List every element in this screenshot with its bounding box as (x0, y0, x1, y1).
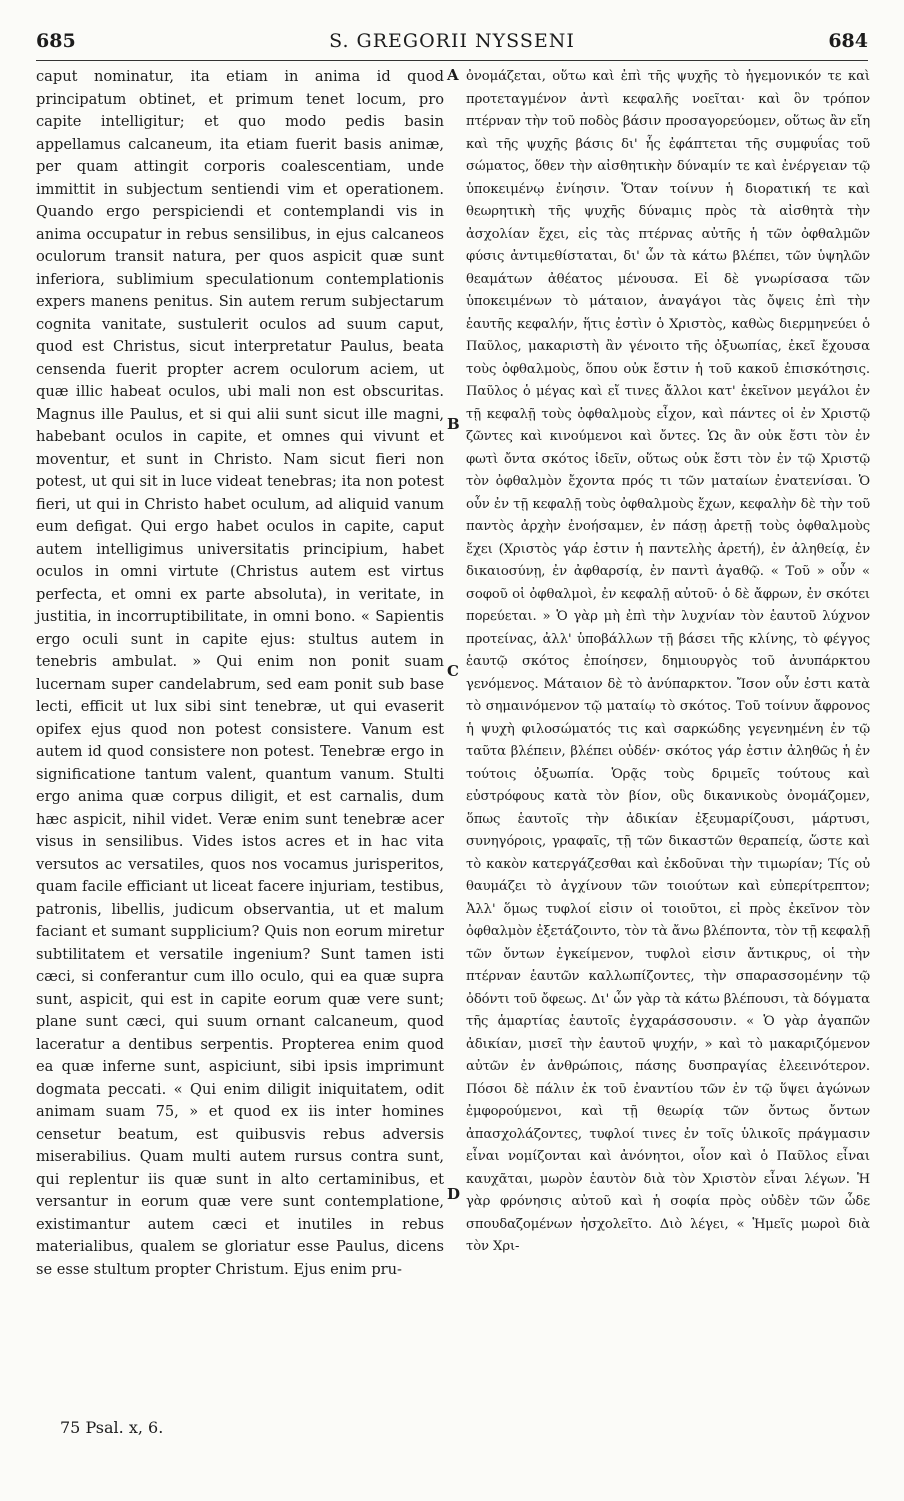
margin-letter-a: A (447, 66, 459, 84)
header-rule (36, 60, 868, 61)
margin-letter-d: D (447, 1185, 461, 1203)
margin-letter-c: C (447, 662, 459, 680)
page-number-left: 685 (36, 30, 76, 52)
running-title: S. GREGORII NYSSENI (329, 30, 575, 52)
margin-letter-b: B (447, 415, 460, 433)
greek-column: ὀνομάζεται, οὕτω καὶ ἐπὶ τῆς ψυχῆς τὸ ἡγεμονικόν τε καὶ προτεταγμένον ἀντὶ κεφαλῆς νοεῖται· καὶ ὃν τρόπον πτέρναν τὴν τοῦ ποδὸς βάσιν προσαγορεύομεν, οὕτως ἂν εἴη καὶ τῆς ψυχῆς βάσις δι' ἧς ἐφάπτεται τῆς συμφυΐας τοῦ σώματος, ὅθεν τὴν αἰσθητικὴν δύναμίν τε καὶ ἐνέργειαν τῷ ὑποκειμένῳ ἐνίησιν. Ὅταν τοίνυν ἡ διορατική τε καὶ θεωρητικὴ τῆς ψυχῆς δύναμις πρὸς τὰ αἰσθητὰ τὴν ἀσχολίαν ἔχει, εἰς τὰς πτέρνας αὐτῆς ἡ τῶν ὀφθαλμῶν φύσις ἀντιμεθίσταται, δι' ὧν τὰ κάτω βλέπει, τῶν ὑψηλῶν θεαμάτων ἀθέατος μένουσα. Εἰ δὲ γνωρίσασα τῶν ὑποκειμένων τὸ μάταιον, ἀναγάγοι τὰς ὄψεις ἐπὶ τὴν ἑαυτῆς κεφαλήν, ἥτις ἐστὶν ὁ Χριστὸς, καθὼς διερμηνεύει ὁ Παῦλος, μακαριστὴ ἂν γένοιτο τῆς ὀξυωπίας, ἐκεῖ ἔχουσα τοὺς ὀφθαλμοὺς, ὅπου οὐκ ἔστιν ἡ τοῦ κακοῦ ἐπισκότησις. Παῦλος ὁ μέγας καὶ εἴ τινες ἄλλοι κατ' ἐκεῖνον μεγάλοι ἐν τῇ κεφαλῇ τοὺς ὀφθαλμοὺς εἶχον, καὶ πάντες οἱ ἐν Χριστῷ ζῶντες καὶ κινούμενοι καὶ ὄντες. Ὡς ἂν οὐκ ἔστι τὸν ἐν φωτὶ ὄντα σκότος ἰδεῖν, οὕτως οὐκ ἔστι τὸν ἐν τῷ Χριστῷ τὸν ὀφθαλμὸν ἔχοντα πρός τι τῶν ματαίων ἐνατενίσαι. Ὁ οὖν ἐν τῇ κεφαλῇ τοὺς ὀφθαλμοὺς ἔχων, κεφαλὴν δὲ τὴν τοῦ παντὸς ἀρχὴν ἐνοήσαμεν, ἐν πάσῃ ἀρετῇ τοὺς ὀφθαλμοὺς ἔχει (Χριστὸς γάρ ἐστιν ἡ παντελὴς ἀρετή), ἐν ἀληθείᾳ, ἐν δικαιοσύνῃ, ἐν ἀφθαρσίᾳ, ἐν παντὶ ἀγαθῷ. « Τοῦ » οὖν « σοφοῦ οἱ ὀφθαλμοὶ, ἐν κεφαλῇ αὐτοῦ· ὁ δὲ ἄφρων, ἐν σκότει πορεύεται. » Ὁ γὰρ μὴ ἐπὶ τὴν λυχνίαν τὸν ἑαυτοῦ λύχνον προτείνας, ἀλλ' ὑποβάλλων τῇ βάσει τῆς κλίνης, τὸ φέγγος ἑαυτῷ σκότος ἐποίησεν, δημιουργὸς τοῦ ἀνυπάρκτου γενόμενος. Μάταιον δὲ τὸ ἀνύπαρκτον. Ἴσον οὖν ἐστι κατὰ τὸ σημαινόμενον τῷ ματαίῳ τὸ σκότος. Τοῦ τοίνυν ἄφρονος ἡ ψυχὴ φιλοσώματός τις καὶ σαρκώδης γεγενημένη ἐν τῷ ταῦτα βλέπειν, βλέπει οὐδέν· σκότος γάρ ἐστιν ἀληθῶς ἡ ἐν τούτοις ὀξυωπία. Ὁρᾷς τοὺς δριμεῖς τούτους καὶ εὐστρόφους κατὰ τὸν βίον, οὓς δικανικοὺς ὀνομάζομεν, ὅπως ἑαυτοῖς τὴν ἀδικίαν ἐξευμαρίζουσι, μάρτυσι, συνηγόροις, γραφαῖς, τῇ τῶν δικαστῶν θεραπείᾳ, ὥστε καὶ τὸ κακὸν κατεργάζεσθαι καὶ ἐκδοῦναι τὴν τιμωρίαν; Τίς οὐ θαυμάζει τὸ ἀγχίνουν τῶν τοιούτων καὶ εὐπερίτρεπτον; Ἀλλ' ὅμως τυφλοί εἰσιν οἱ τοιοῦτοι, εἰ πρὸς ἐκεῖνον τὸν ὀφθαλμὸν ἐξετάζοιντο, τὸν τὰ ἄνω βλέποντα, τὸν τῇ κεφαλῇ τῶν ὄντων ἐγκείμενον, τυφλοὶ εἰσιν ἄντικρυς, οἱ τὴν πτέρναν ἑαυτῶν καλλωπίζοντες, τὴν σπαρασσομένην τῷ ὀδόντι τοῦ ὄφεως. Δι' ὧν γὰρ τὰ κάτω βλέπουσι, τὰ δόγματα τῆς ἁμαρτίας ἑαυτοῖς ἐγχαράσσουσιν. « Ὁ γὰρ ἀγαπῶν ἀδικίαν, μισεῖ τὴν ἑαυτοῦ ψυχήν, » καὶ τὸ μακαριζόμενον αὐτῶν ἐν ἀνθρώποις, πάσης δυσπραγίας ἐλεεινότερον. Πόσοι δὲ πάλιν ἐκ τοῦ ἐναντίου τῶν ἐν τῷ ὕψει ἀγώνων ἐμφορούμενοι, καὶ τῇ θεωρίᾳ τῶν ὄντως ὄντων ἀπασχολάζοντες, τυφλοί τινες ἐν τοῖς ὑλικοῖς πράγμασιν εἶναι νομίζονται καὶ ἀνόνητοι, οἷον καὶ ὁ Παῦλος εἶναι καυχᾶται, μωρὸν ἑαυτὸν διὰ τὸν Χριστὸν εἶναι λέγων. Ἡ γὰρ φρόνησις αὐτοῦ καὶ ἡ σοφία πρὸς οὐδὲν τῶν ὧδε σπουδαζομένων ἠσχολεῖτο. Διὸ λέγει, « Ἡμεῖς μωροὶ διὰ τὸν Χρι- (466, 69, 870, 1254)
running-header (36, 30, 868, 60)
latin-column: caput nominatur, ita etiam in anima id quod principatum obtinet, et primum tenet locum, pro capite intelligitur; et quo modo pedis basin appellamus calcaneum, ita etiam fuerit basis animæ, per quam attingit corporis coalescentiam, unde immittit in subjectum sentiendi vim et operationem. Quando ergo perspiciendi et contemplandi vis in anima occupatur in rebus sensilibus, in ejus calcaneos oculorum transit natura, per quos aspicit quæ sunt inferiora, sublimium speculationum contemplationis expers manens penitus. Sin autem rerum subjectarum cognita vanitate, sustulerit oculos ad suum caput, quod est Christus, sicut interpretatur Paulus, beata censenda fuerit propter acrem oculorum aciem, ut quæ illic habeat oculos, ubi mali non est obscuritas. Magnus ille Paulus, et si qui alii sunt sicut ille magni, habebant oculos in capite, et omnes qui vivunt et moventur, et sunt in Christo. Nam sicut fieri non potest, ut qui sit in luce videat tenebras; ita non potest fieri, ut qui in Christo habet oculum, ad aliquid vanum eum defigat. Qui ergo habet oculos in capite, caput autem intelligimus universitatis principium, habet oculos in omni virtute (Christus autem est virtus perfecta, et omni ex parte absoluta), in veritate, in justitia, in incorruptibilitate, in omni bono. « Sapientis ergo oculi sunt in capite ejus: stultus autem in tenebris ambulat. » Qui enim non ponit suam lucernam super candelabrum, sed eam ponit sub base lecti, efficit ut lux sibi sint tenebræ, ut qui evaserit opifex ejus quod non potest consistere. Vanum est autem id quod consistere non potest. Tenebræ ergo in significatione tantum valent, quantum vanum. Stulti ergo anima quæ corpus diligit, et est carnalis, dum hæc aspicit, nihil videt. Veræ enim sunt tenebræ acer visus in sensilibus. Vides istos acres et in hac vita versutos ac versatiles, quos nos vocamus jurisperitos, quam facile efficiant ut liceat facere injuriam, testibus, patronis, libellis, judicum observantia, ut et malum faciant et sumant supplicium? Quis non eorum miretur subtilitatem et versatile ingenium? Sunt tamen isti cæci, si conferantur cum illo oculo, qui ea quæ supra sunt, aspicit, qui est in capite eorum quæ vere sunt; plane sunt cæci, qui suum ornant calcaneum, quod laceratur a dentibus serpentis. Propterea enim quod ea quæ inferne sunt, aspiciunt, sibi ipsis imprimunt dogmata peccati. « Qui enim diligit iniquitatem, odit animam suam 75, » et quod ex iis inter homines censetur beatum, est quibusvis rebus adversis miserabilius. Quam multi autem rursus contra sunt, qui replentur iis quæ sunt in alto certaminibus, et versantur in eorum quæ vere sunt contemplatione, existimantur autem cæci et inutiles in rebus materialibus, qualem se gloriatur esse Paulus, dicens se esse stultum propter Christum. Ejus enim pru- (36, 68, 444, 1278)
footnote: 75 Psal. x, 6. (60, 1418, 164, 1437)
page-number-right: 684 (828, 30, 868, 52)
